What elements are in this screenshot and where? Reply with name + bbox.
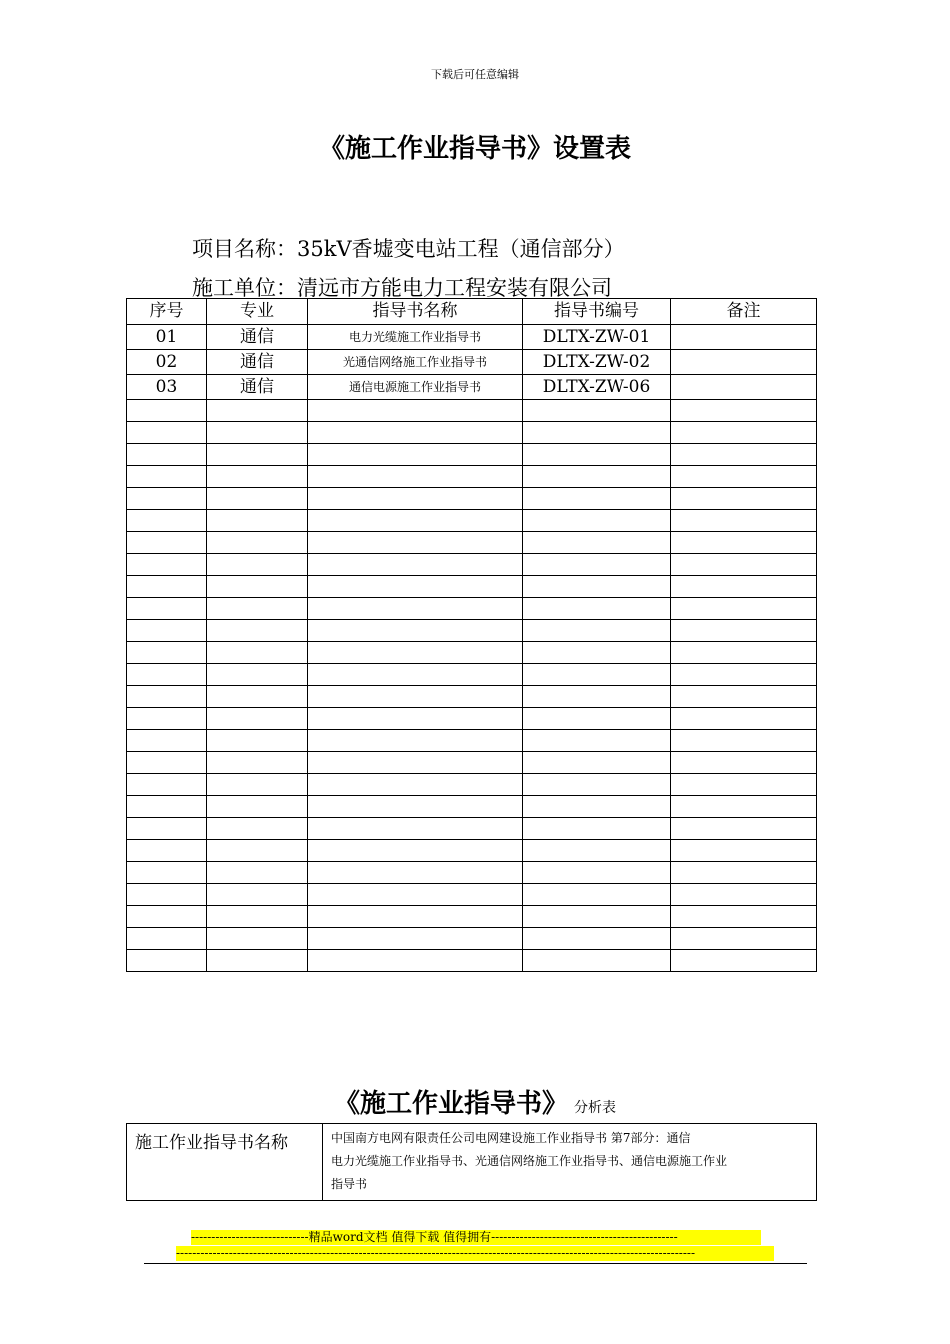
empty-cell: [308, 510, 523, 532]
empty-table-row: [127, 862, 817, 884]
table-row: [127, 350, 817, 375]
empty-table-row: [127, 620, 817, 642]
empty-cell: [207, 774, 308, 796]
cell-guide-name: 光通信网络施工作业指导书: [308, 350, 523, 375]
cell-note: [671, 325, 817, 350]
empty-cell: [127, 928, 207, 950]
empty-cell: [671, 796, 817, 818]
empty-cell: [308, 752, 523, 774]
empty-cell: [523, 554, 671, 576]
empty-cell: [308, 686, 523, 708]
empty-cell: [308, 818, 523, 840]
empty-cell: [671, 488, 817, 510]
empty-cell: [127, 598, 207, 620]
empty-cell: [308, 906, 523, 928]
empty-cell: [308, 488, 523, 510]
empty-cell: [308, 554, 523, 576]
construction-unit-line: 施工单位：清远市方能电力工程安装有限公司: [192, 276, 612, 300]
empty-table-row: [127, 950, 817, 972]
header-note: 备注: [671, 299, 817, 325]
empty-cell: [523, 532, 671, 554]
empty-cell: [207, 884, 308, 906]
empty-cell: [308, 708, 523, 730]
cell-guide-code: DLTX-ZW-01: [523, 325, 671, 350]
empty-cell: [127, 730, 207, 752]
empty-cell: [308, 862, 523, 884]
empty-cell: [127, 620, 207, 642]
empty-cell: [671, 928, 817, 950]
empty-cell: [671, 642, 817, 664]
empty-cell: [127, 840, 207, 862]
empty-cell: [127, 576, 207, 598]
cell-note: [671, 350, 817, 375]
empty-cell: [523, 774, 671, 796]
empty-cell: [671, 532, 817, 554]
empty-cell: [207, 488, 308, 510]
header-guide-name: 指导书名称: [308, 299, 523, 325]
empty-cell: [523, 598, 671, 620]
empty-cell: [207, 928, 308, 950]
empty-cell: [127, 444, 207, 466]
empty-cell: [207, 862, 308, 884]
cell-guide-name: 通信电源施工作业指导书: [308, 375, 523, 400]
empty-cell: [207, 532, 308, 554]
empty-cell: [671, 554, 817, 576]
empty-cell: [308, 950, 523, 972]
empty-cell: [523, 620, 671, 642]
empty-cell: [523, 488, 671, 510]
empty-cell: [671, 620, 817, 642]
empty-table-row: [127, 752, 817, 774]
empty-cell: [671, 664, 817, 686]
empty-cell: [308, 928, 523, 950]
empty-cell: [671, 400, 817, 422]
empty-cell: [523, 840, 671, 862]
cell-no: 01: [127, 325, 207, 350]
empty-cell: [207, 906, 308, 928]
empty-cell: [308, 422, 523, 444]
cell-guide-code: DLTX-ZW-02: [523, 350, 671, 375]
empty-cell: [127, 752, 207, 774]
empty-cell: [671, 510, 817, 532]
empty-cell: [207, 796, 308, 818]
analysis-content: [323, 1124, 817, 1201]
empty-cell: [308, 774, 523, 796]
empty-cell: [671, 840, 817, 862]
analysis-line: 指导书: [331, 1177, 368, 1191]
analysis-title-suffix: 分析表: [574, 1100, 616, 1116]
empty-cell: [523, 906, 671, 928]
analysis-title-main: 《施工作业指导书》: [333, 1089, 568, 1119]
empty-table-row: [127, 488, 817, 510]
cell-note: [671, 375, 817, 400]
empty-table-row: [127, 774, 817, 796]
empty-cell: [523, 642, 671, 664]
empty-cell: [207, 708, 308, 730]
header-guide-code: 指导书编号: [523, 299, 671, 325]
empty-cell: [207, 840, 308, 862]
empty-table-row: [127, 796, 817, 818]
empty-cell: [127, 510, 207, 532]
empty-table-row: [127, 576, 817, 598]
empty-cell: [127, 818, 207, 840]
empty-cell: [671, 774, 817, 796]
cell-major: 通信: [207, 375, 308, 400]
empty-cell: [671, 708, 817, 730]
empty-cell: [523, 510, 671, 532]
empty-cell: [127, 466, 207, 488]
empty-table-row: [127, 598, 817, 620]
empty-cell: [308, 598, 523, 620]
analysis-table: [126, 1123, 817, 1201]
empty-cell: [523, 752, 671, 774]
empty-cell: [308, 444, 523, 466]
cell-no: 02: [127, 350, 207, 375]
empty-cell: [207, 620, 308, 642]
cell-major: 通信: [207, 325, 308, 350]
header-note: 下载后可任意编辑: [431, 68, 519, 81]
analysis-row: [127, 1124, 817, 1201]
empty-cell: [308, 466, 523, 488]
empty-cell: [207, 730, 308, 752]
empty-table-row: [127, 840, 817, 862]
cell-guide-name: 电力光缆施工作业指导书: [308, 325, 523, 350]
table-row: [127, 375, 817, 400]
empty-cell: [308, 532, 523, 554]
empty-cell: [308, 576, 523, 598]
empty-cell: [671, 422, 817, 444]
empty-cell: [207, 554, 308, 576]
empty-cell: [523, 400, 671, 422]
analysis-label: 施工作业指导书名称: [127, 1124, 323, 1201]
empty-cell: [127, 400, 207, 422]
empty-cell: [127, 532, 207, 554]
empty-cell: [127, 686, 207, 708]
empty-cell: [207, 598, 308, 620]
empty-cell: [207, 466, 308, 488]
empty-table-row: [127, 642, 817, 664]
empty-cell: [308, 840, 523, 862]
empty-cell: [207, 642, 308, 664]
empty-cell: [127, 708, 207, 730]
empty-cell: [308, 400, 523, 422]
empty-table-row: [127, 664, 817, 686]
empty-cell: [127, 774, 207, 796]
empty-cell: [127, 906, 207, 928]
empty-cell: [671, 884, 817, 906]
empty-cell: [308, 884, 523, 906]
empty-cell: [308, 796, 523, 818]
empty-cell: [523, 928, 671, 950]
empty-cell: [308, 730, 523, 752]
promo-banner-line: -----------------------------精品word文档 值得下载 值得拥有----------------------------------------------: [191, 1230, 761, 1245]
empty-cell: [671, 576, 817, 598]
empty-cell: [671, 444, 817, 466]
empty-cell: [671, 730, 817, 752]
empty-cell: [671, 752, 817, 774]
empty-cell: [523, 664, 671, 686]
table-header-row: [127, 299, 817, 325]
empty-cell: [207, 752, 308, 774]
empty-cell: [127, 664, 207, 686]
empty-cell: [308, 642, 523, 664]
cell-guide-code: DLTX-ZW-06: [523, 375, 671, 400]
empty-table-row: [127, 884, 817, 906]
analysis-line: 电力光缆施工作业指导书、光通信网络施工作业指导书、通信电源施工作业: [331, 1154, 728, 1168]
empty-cell: [523, 422, 671, 444]
empty-cell: [523, 818, 671, 840]
analysis-title: [0, 1083, 950, 1120]
empty-cell: [207, 510, 308, 532]
empty-table-row: [127, 730, 817, 752]
header-major: 专业: [207, 299, 308, 325]
empty-cell: [127, 862, 207, 884]
table-row: [127, 325, 817, 350]
empty-cell: [523, 730, 671, 752]
empty-cell: [671, 598, 817, 620]
empty-cell: [127, 642, 207, 664]
empty-cell: [523, 708, 671, 730]
cell-major: 通信: [207, 350, 308, 375]
empty-cell: [207, 444, 308, 466]
analysis-line: 中国南方电网有限责任公司电网建设施工作业指导书 第7部分：通信: [331, 1131, 691, 1145]
empty-cell: [207, 576, 308, 598]
empty-cell: [127, 950, 207, 972]
empty-table-row: [127, 444, 817, 466]
empty-table-row: [127, 906, 817, 928]
empty-cell: [127, 884, 207, 906]
empty-table-row: [127, 686, 817, 708]
empty-cell: [671, 906, 817, 928]
empty-table-row: [127, 400, 817, 422]
empty-cell: [671, 818, 817, 840]
empty-cell: [671, 686, 817, 708]
empty-cell: [308, 620, 523, 642]
empty-table-row: [127, 422, 817, 444]
setup-table: [126, 298, 817, 972]
empty-cell: [671, 466, 817, 488]
empty-cell: [127, 554, 207, 576]
empty-cell: [523, 466, 671, 488]
empty-table-row: [127, 466, 817, 488]
empty-table-row: [127, 708, 817, 730]
empty-cell: [127, 796, 207, 818]
empty-cell: [207, 950, 308, 972]
empty-cell: [523, 686, 671, 708]
footer-divider: [144, 1263, 807, 1264]
empty-table-row: [127, 928, 817, 950]
empty-cell: [308, 664, 523, 686]
empty-cell: [207, 422, 308, 444]
empty-cell: [523, 576, 671, 598]
page-title: 《施工作业指导书》设置表: [318, 134, 631, 164]
header-no: 序号: [127, 299, 207, 325]
empty-cell: [671, 950, 817, 972]
empty-cell: [207, 664, 308, 686]
promo-banner-dashes: --------------------------------------------------------------------------------------------------------------------------------: [176, 1246, 774, 1261]
empty-cell: [523, 862, 671, 884]
empty-cell: [523, 796, 671, 818]
empty-cell: [207, 686, 308, 708]
empty-cell: [671, 862, 817, 884]
empty-cell: [207, 400, 308, 422]
cell-no: 03: [127, 375, 207, 400]
empty-cell: [127, 488, 207, 510]
empty-table-row: [127, 510, 817, 532]
empty-cell: [207, 818, 308, 840]
empty-table-row: [127, 554, 817, 576]
empty-table-row: [127, 532, 817, 554]
empty-cell: [523, 950, 671, 972]
project-name-line: 项目名称：35kV香墟变电站工程（通信部分）: [192, 237, 625, 261]
empty-cell: [127, 422, 207, 444]
empty-cell: [523, 444, 671, 466]
empty-cell: [523, 884, 671, 906]
empty-table-row: [127, 818, 817, 840]
